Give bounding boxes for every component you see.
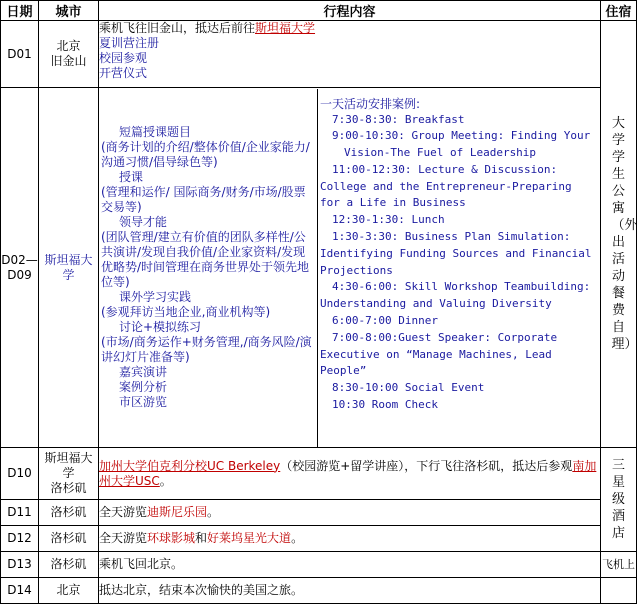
course-title: 授课 [119, 170, 144, 184]
itinerary-line [99, 21, 600, 36]
itinerary-text: （校园游览+留学讲座），下行飞往洛杉矶，抵达后参观 [280, 458, 573, 473]
day-end: D09 [7, 267, 32, 282]
header-city: 城市 [39, 1, 99, 21]
city-cell: 洛杉矶 [39, 552, 99, 578]
itinerary-text: 。 [291, 531, 304, 545]
city-cell [39, 448, 99, 500]
course-title: 短篇授课题目 [119, 125, 192, 139]
itinerary-text: 和 [195, 531, 208, 545]
lodging-cell [601, 21, 637, 448]
course-title: 讨论+模拟练习 [119, 320, 202, 334]
itinerary-text: 全天游览 [99, 531, 148, 545]
itinerary-text: 。 [207, 505, 220, 519]
schedule-column [318, 89, 601, 447]
lodging-cell [601, 448, 637, 552]
program-split [99, 89, 600, 447]
lodging-cell: 飞机上 [601, 552, 637, 578]
header-day: 日期 [1, 1, 39, 21]
universal-studios-link[interactable]: 环球影城 [147, 531, 196, 545]
day-cell: D12 [1, 526, 39, 552]
header-row [1, 1, 637, 21]
course-title: 领导才能 [119, 215, 168, 229]
day-cell: D10 [1, 448, 39, 500]
lodging-cell [601, 578, 637, 604]
row-d10 [1, 448, 637, 500]
schedule-item: 6:00-7:00 Dinner [332, 314, 438, 328]
course-text: (管理和运作/ 国际商务/财务/市场/股票交易等) [101, 185, 306, 214]
lodging-text: 大学学生公寓（外出活动餐费自理） [611, 116, 638, 352]
course-text: (市场/商务运作+财务管理,/商务风险/演讲幻灯片准备等) [101, 335, 312, 364]
course-text: (团队管理/建立有价值的团队多样性/公共演讲/发现自我价值/企业家资料/发现优略势/时间管理在商务世界处于领先地位等) [101, 230, 310, 289]
schedule-item: 8:30-10:00 Social Event [332, 381, 485, 395]
city-name: 洛杉矶 [50, 481, 87, 495]
day-cell: D13 [1, 552, 39, 578]
city-cell: 洛杉矶 [39, 526, 99, 552]
course-column [99, 89, 318, 447]
day-cell: D14 [1, 578, 39, 604]
day-start: D02— [1, 252, 38, 267]
row-d01 [1, 21, 637, 88]
itinerary-item: 开营仪式 [99, 66, 148, 80]
schedule-item: 1:30-3:30: Business Plan Simulation: Identifying Funding Sources and Financial Projections [320, 230, 592, 277]
itinerary-cell [99, 526, 601, 552]
usc-link[interactable]: 南加州大学USC [99, 458, 597, 488]
city-name: 斯坦福大学 [44, 451, 93, 480]
row-d13 [1, 552, 637, 578]
itinerary-text: 。 [159, 473, 172, 488]
row-d11 [1, 500, 637, 526]
itinerary-cell [99, 448, 601, 500]
city-cell: 斯坦福大学 [39, 88, 99, 448]
row-d02-d09 [1, 88, 637, 448]
course-title: 市区游览 [119, 395, 168, 409]
day-cell: D11 [1, 500, 39, 526]
row-d12 [1, 526, 637, 552]
schedule-item: 4:30-6:00: Skill Workshop Teambuilding: Understanding and Valuing Diversity [320, 280, 591, 311]
itinerary-text: 乘机飞往旧金山，抵达后前往 [99, 21, 256, 35]
course-title: 案例分析 [119, 380, 168, 394]
stanford-link[interactable]: 斯坦福大学 [255, 21, 316, 35]
header-itinerary: 行程内容 [99, 1, 601, 21]
lodging-text: 三星级酒店 [611, 458, 625, 541]
hollywood-walk-link[interactable]: 好莱坞星光大道 [207, 531, 292, 545]
disneyland-link[interactable]: 迪斯尼乐园 [147, 505, 208, 519]
course-text: (商务计划的介绍/整体价值/企业家能力/沟通习惯/倡导绿色等) [101, 140, 310, 169]
itinerary-item: 校园参观 [99, 51, 148, 65]
day-cell [1, 88, 39, 448]
city-name: 旧金山 [50, 54, 87, 68]
city-cell: 洛杉矶 [39, 500, 99, 526]
course-title: 课外学习实践 [119, 290, 192, 304]
itinerary-item: 夏训营注册 [99, 36, 160, 50]
schedule-item: 11:00-12:30: Lecture & Discussion: College and the Entrepreneur-Preparing for a Life in Business [320, 162, 572, 210]
schedule-item: 7:00-8:00:Guest Speaker: Corporate Executive on “Manage Machines, Lead People” [320, 330, 558, 378]
itinerary-cell [99, 21, 601, 88]
itinerary-cell [99, 88, 601, 448]
row-d14 [1, 578, 637, 604]
city-cell: 北京 [39, 578, 99, 604]
schedule-item: 12:30-1:30: Lunch [332, 213, 445, 227]
city-cell [39, 21, 99, 88]
berkeley-link[interactable]: 加州大学伯克利分校UC Berkeley [99, 458, 281, 473]
day-cell: D01 [1, 21, 39, 88]
course-text: (参观拜访当地企业,商业机构等) [101, 305, 271, 319]
course-title: 嘉宾演讲 [119, 365, 168, 379]
itinerary-cell [99, 500, 601, 526]
itinerary-text: 全天游览 [99, 505, 148, 519]
city-name: 北京 [56, 39, 81, 53]
header-lodging: 住宿 [601, 1, 637, 21]
schedule-item: 7:30-8:30: Breakfast [332, 112, 465, 126]
itinerary-cell: 抵达北京，结束本次愉快的美国之旅。 [99, 578, 601, 604]
itinerary-cell: 乘机飞回北京。 [99, 552, 601, 578]
schedule-title: 一天活动安排案例: [320, 96, 421, 111]
schedule-item: 9:00-10:30: Group Meeting: Finding Your Vision-The Fuel of Leadership [332, 129, 591, 160]
schedule-item: 10:30 Room Check [332, 398, 438, 412]
